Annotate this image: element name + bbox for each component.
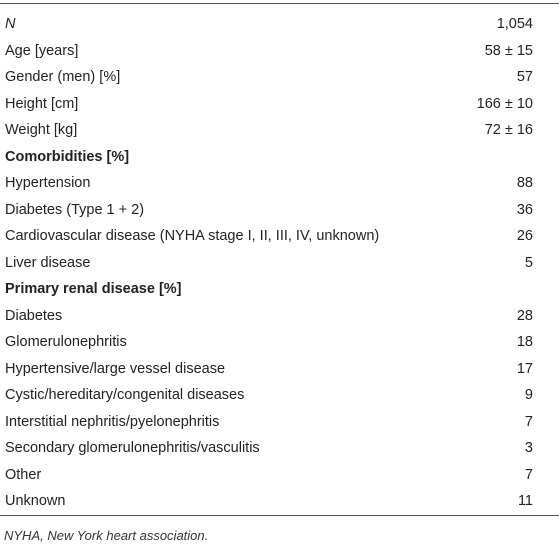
table-row-unknown bbox=[0, 488, 559, 515]
table-row-age bbox=[0, 38, 559, 65]
table-row-other bbox=[0, 462, 559, 489]
table-row-hypertension bbox=[0, 170, 559, 197]
row-label: Hypertension bbox=[5, 175, 91, 191]
table-row-cardiovascular bbox=[0, 223, 559, 250]
row-value: 3 bbox=[524, 440, 533, 456]
row-value: 9 bbox=[524, 387, 533, 403]
table-row-cystic bbox=[0, 382, 559, 409]
section-header-primary-renal bbox=[0, 276, 559, 303]
table-row-n bbox=[0, 11, 559, 38]
row-label: Gender (men) [%] bbox=[5, 69, 121, 85]
row-label: Unknown bbox=[5, 493, 66, 509]
row-label: Diabetes bbox=[5, 307, 63, 324]
table-row-secondary-gn bbox=[0, 435, 559, 462]
row-label: Age [years] bbox=[5, 42, 79, 59]
row-value: 28 bbox=[516, 307, 533, 324]
table-row-interstitial bbox=[0, 409, 559, 436]
row-label: Diabetes (Type 1 + 2) bbox=[5, 201, 145, 218]
row-value: 57 bbox=[516, 69, 533, 85]
table-body bbox=[0, 11, 559, 515]
row-label: Height [cm] bbox=[5, 95, 79, 112]
row-label: Hypertensive/large vessel disease bbox=[5, 360, 226, 377]
section-header-comorbidities bbox=[0, 144, 559, 171]
row-label: Cardiovascular disease (NYHA stage I, II, III, IV, unknown) bbox=[5, 228, 380, 244]
row-value: 26 bbox=[516, 228, 533, 244]
row-label: Liver disease bbox=[5, 254, 91, 271]
section-title: Comorbidities [%] bbox=[5, 148, 130, 165]
section-title: Primary renal disease [%] bbox=[5, 281, 182, 297]
table-row-gender bbox=[0, 64, 559, 91]
table-bottom-rule bbox=[0, 515, 559, 516]
row-value: 7 bbox=[524, 466, 533, 483]
row-value: 88 bbox=[516, 175, 533, 191]
row-value: 58 ± 15 bbox=[484, 42, 533, 59]
table-footnote: NYHA, New York heart association. bbox=[4, 528, 209, 543]
row-value: 11 bbox=[517, 493, 533, 509]
row-value: 72 ± 16 bbox=[484, 122, 533, 138]
row-value: 17 bbox=[516, 360, 533, 377]
table-row-weight bbox=[0, 117, 559, 144]
row-label: Glomerulonephritis bbox=[5, 334, 127, 350]
row-value: 5 bbox=[524, 254, 533, 271]
row-label: Weight [kg] bbox=[5, 122, 78, 138]
table-row-height bbox=[0, 91, 559, 118]
row-value: 166 ± 10 bbox=[476, 95, 533, 112]
table-row-diabetes bbox=[0, 303, 559, 330]
table-row-hypertensive bbox=[0, 356, 559, 383]
row-label: Secondary glomerulonephritis/vasculitis bbox=[5, 440, 260, 456]
row-value: 18 bbox=[516, 334, 533, 350]
row-value: 36 bbox=[516, 201, 533, 218]
row-value: 7 bbox=[524, 413, 533, 430]
table-row-liver bbox=[0, 250, 559, 277]
row-label: N bbox=[5, 16, 16, 32]
table-row-glomerulonephritis bbox=[0, 329, 559, 356]
table-top-rule bbox=[0, 3, 559, 4]
table-row-diabetes-type bbox=[0, 197, 559, 224]
row-value: 1,054 bbox=[496, 16, 533, 32]
row-label: Interstitial nephritis/pyelonephritis bbox=[5, 413, 220, 430]
row-label: Cystic/hereditary/congenital diseases bbox=[5, 387, 245, 403]
row-label: Other bbox=[5, 466, 42, 483]
